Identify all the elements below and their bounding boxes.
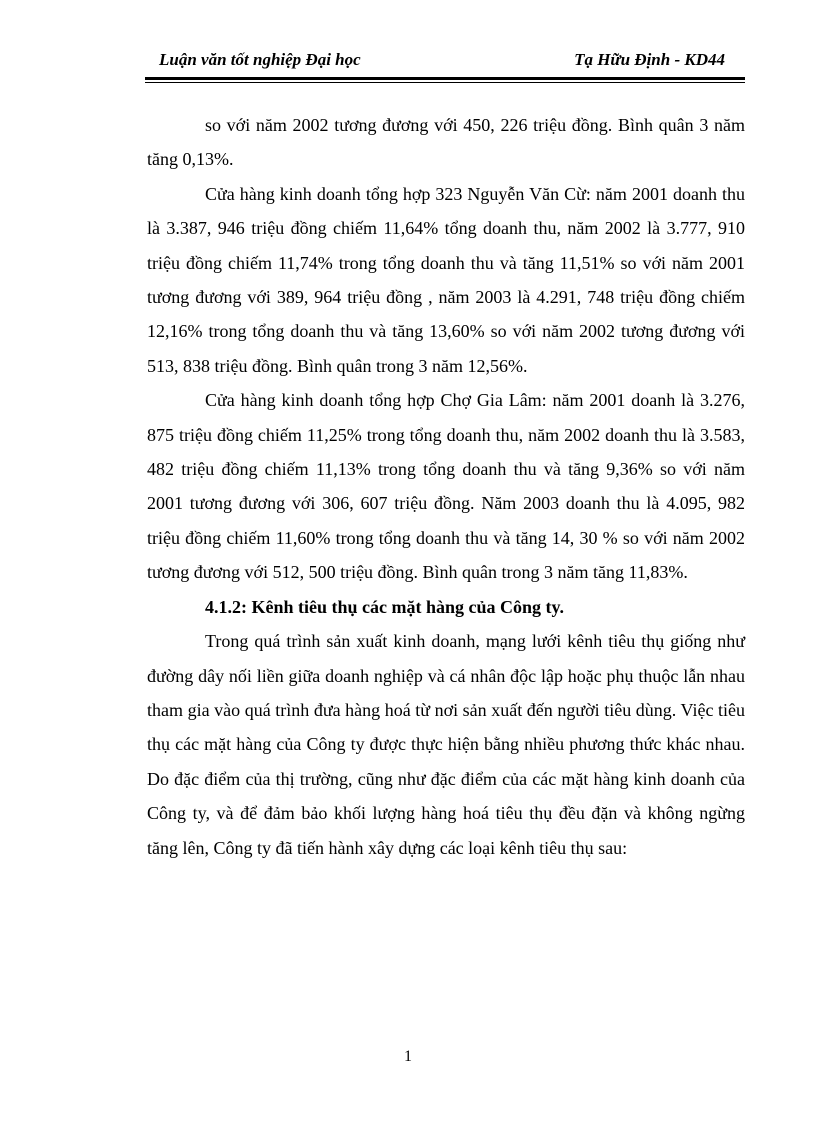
page-header — [145, 50, 725, 76]
paragraph-store-323-nguyen-van-cu: Cửa hàng kinh doanh tổng hợp 323 Nguyễn Văn Cừ: năm 2001 doanh thu là 3.387, 946 triệu đồng chiếm 11,64% tổng doanh thu, năm 2002 là 3.777, 910 triệu đồng chiếm 11,74% trong tổng doanh thu và tăng 11,51% so với năm 2001 tương đương với 389, 964 triệu đồng , năm 2003 là 4.291, 748 triệu đồng chiếm 12,16% trong tổng doanh thu và tăng 13,60% so với năm 2002 tương đương với 513, 838 triệu đồng. Bình quân trong 3 năm 12,56%. — [147, 183, 745, 376]
paragraph-distribution-channels: Trong quá trình sản xuất kinh doanh, mạng lưới kênh tiêu thụ giống như đường dây nối liền giữa doanh nghiệp và cá nhân độc lập hoặc phụ thuộc lẫn nhau tham gia vào quá trình đưa hàng hoá từ nơi sản xuất đến người tiêu dùng. Việc tiêu thụ các mặt hàng của Công ty được thực hiện bằng nhiều phương thức khác nhau. Do đặc điểm của thị trường, cũng như đặc điểm của các mặt hàng kinh doanh của Công ty, và để đảm bảo khối lượng hàng hoá tiêu thụ đều đặn và không ngừng tăng lên, Công ty đã tiến hành xây dựng các loại kênh tiêu thụ sau: — [147, 631, 745, 858]
header-rule-thin — [145, 82, 745, 83]
section-heading-4-1-2: 4.1.2: Kênh tiêu thụ các mặt hàng của Công ty. — [205, 596, 565, 617]
page-body — [147, 108, 745, 865]
paragraph-continuation: so với năm 2002 tương đương với 450, 226 triệu đồng. Bình quân 3 năm tăng 0,13%. — [147, 115, 745, 170]
paragraph-store-cho-gia-lam: Cửa hàng kinh doanh tổng hợp Chợ Gia Lâm: năm 2001 doanh là 3.276, 875 triệu đồng chiếm 11,25% trong tổng doanh thu, năm 2002 doanh thu là 3.583, 482 triệu đồng chiếm 11,13% trong tổng doanh thu và tăng 9,36% so với năm 2001 tương đương với 306, 607 triệu đồng. Năm 2003 doanh thu là 4.095, 982 triệu đồng chiếm 11,60% trong tổng doanh thu và tăng 14, 30 % so với năm 2002 tương đương với 512, 500 triệu đồng. Bình quân trong 3 năm tăng 11,83%. — [147, 390, 745, 583]
header-thesis-title: Luận văn tốt nghiệp Đại học — [159, 50, 361, 69]
page-number: 1 — [404, 1048, 412, 1065]
header-author: Tạ Hữu Định - KD44 — [574, 50, 725, 69]
header-rule-thick — [145, 77, 745, 80]
